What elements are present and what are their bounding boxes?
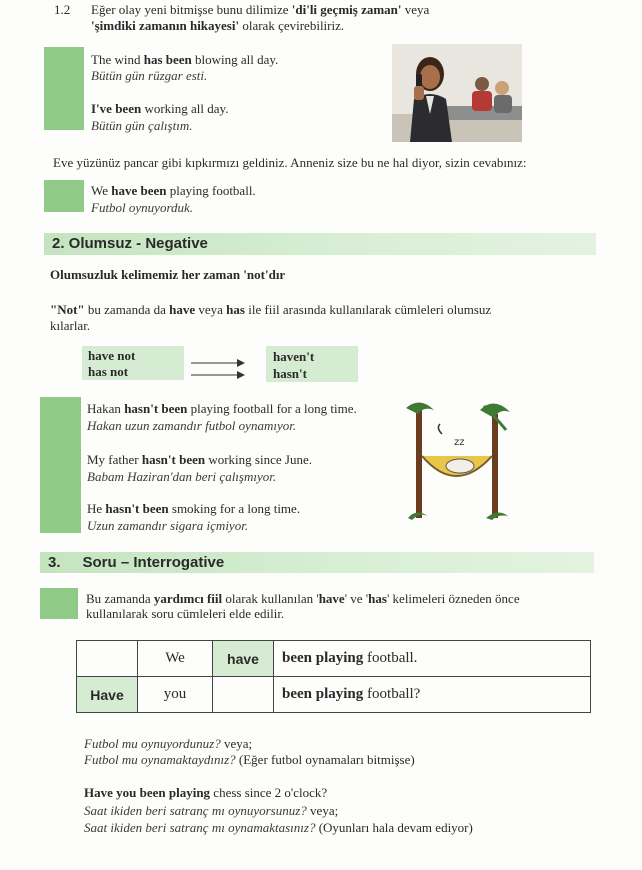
answer-line [84, 820, 473, 836]
question-line: Eve yüzünüz pancar gibi kıpkırmızı geldiniz. Anneniz size bu ne hal diyor, sizin cevabınız: [53, 155, 527, 170]
text: working since June. [205, 452, 312, 467]
table-cell [274, 677, 591, 713]
text-bold: been playing [282, 686, 364, 702]
section-title: Soru – Interrogative [82, 554, 225, 571]
table-cell: you [138, 677, 213, 713]
text: football? [367, 686, 421, 702]
answer-line [84, 752, 415, 768]
table-cell: We [138, 641, 213, 677]
intro-line-2 [91, 18, 344, 34]
text-bold: Have you been playing [84, 785, 211, 800]
text: My father [87, 452, 142, 467]
text: (Oyunları hala devam ediyor) [315, 820, 473, 835]
text: veya [195, 302, 227, 317]
example-sentence [91, 52, 278, 68]
full-form: has not [88, 364, 129, 379]
intro-line-1 [91, 2, 429, 18]
example-marker [44, 47, 84, 130]
text-bold: has [368, 591, 387, 606]
text: working all day. [141, 101, 229, 116]
short-form: haven't [273, 349, 315, 364]
negative-rule: Olumsuzluk kelimemiz her zaman 'not'dır [50, 267, 286, 282]
table-cell [213, 677, 274, 713]
answer-line [84, 803, 338, 819]
example-translation: Bütün gün rüzgar esti. [91, 68, 208, 83]
answer-line [84, 736, 252, 752]
intro-term: 'şimdiki zamanın hikayesi' [91, 18, 240, 33]
text: Bu zamanda [86, 591, 154, 606]
negative-paragraph-2: kılarlar. [50, 318, 91, 333]
text-italic: Futbol mu oynamaktaydınız? [84, 752, 236, 767]
text-bold: been playing [282, 650, 364, 666]
text: veya; [306, 803, 339, 818]
table-cell-auxiliary: have [213, 641, 274, 677]
text-bold: have been [111, 183, 167, 198]
text-bold: hasn't been [105, 501, 169, 516]
text: chess since 2 o'clock? [210, 785, 328, 800]
text: (Eğer futbol oynamaları bitmişse) [235, 752, 415, 767]
text: ' kelimeleri özneden önce [386, 591, 520, 606]
table-row [77, 677, 591, 713]
table-cell [274, 641, 591, 677]
text: He [87, 501, 106, 516]
short-form: hasn't [273, 366, 307, 381]
text: We [91, 183, 112, 198]
text: smoking for a long time. [168, 501, 301, 516]
example-translation: Bütün gün çalıştım. [91, 118, 193, 133]
text-bold: I've been [91, 101, 142, 116]
text: The wind [91, 52, 144, 67]
text-italic: Saat ikiden beri satranç mı oynamaktasınız? [84, 820, 316, 835]
example-sentence [91, 183, 256, 199]
text: bu zamanda da [84, 302, 170, 317]
example-sentence [91, 101, 228, 117]
table-cell [77, 641, 138, 677]
text: veya; [220, 736, 253, 751]
text-bold: hasn't been [124, 401, 188, 416]
arrow-icon [191, 367, 246, 385]
intro-text: Eğer olay yeni bitmişse bunu dilimize [91, 2, 292, 17]
interrogative-paragraph-2: kullanılarak soru cümleleri elde edilir. [86, 606, 285, 621]
section-number: 3. [48, 554, 61, 571]
interrogative-paragraph [86, 591, 520, 607]
text-italic: Futbol mu oynuyordunuz? [84, 736, 221, 751]
intro-term: 'di'li geçmiş zaman' [291, 2, 402, 17]
text: ' ve ' [344, 591, 369, 606]
example-sentence [87, 401, 357, 417]
text-bold: has been [143, 52, 192, 67]
example-translation: Uzun zamandır sigara içmiyor. [87, 518, 249, 533]
text-bold: "Not" [50, 302, 85, 317]
table-row [77, 641, 591, 677]
text: football. [367, 650, 418, 666]
example-translation: Futbol oynuyorduk. [91, 200, 194, 215]
text-bold: have [169, 302, 196, 317]
text: Hakan [87, 401, 125, 416]
office-photo [392, 44, 522, 142]
svg-text:zz: zz [454, 437, 465, 448]
text: olarak kullanılan ' [222, 591, 319, 606]
table-cell-auxiliary: Have [77, 677, 138, 713]
text-bold: has [226, 302, 245, 317]
example-sentence [87, 501, 300, 517]
section-heading: 2. Olumsuz - Negative [44, 233, 596, 255]
hammock-illustration [406, 400, 511, 522]
text-bold: hasn't been [141, 452, 206, 467]
full-form: have not [88, 348, 136, 363]
text: ile fiil arasında kullanılarak cümleleri olumsuz [244, 302, 492, 317]
intro-text: olarak çevirebiliriz. [239, 18, 345, 33]
negative-paragraph [50, 302, 491, 318]
text-italic: Saat ikiden beri satranç mı oynuyorsunuz? [84, 803, 307, 818]
text-bold: yardımcı fiil [153, 591, 223, 606]
example-marker [40, 397, 81, 533]
text: playing football. [166, 183, 256, 198]
example-sentence [84, 785, 327, 801]
text-bold: have [318, 591, 345, 606]
example-sentence [87, 452, 312, 468]
text: playing football for a long time. [187, 401, 357, 416]
example-marker [44, 180, 84, 212]
section-heading [40, 552, 594, 573]
example-marker [40, 588, 78, 619]
example-translation: Babam Haziran'dan beri çalışmıyor. [87, 469, 277, 484]
intro-text: veya [401, 2, 430, 17]
section-number: 1.2 [54, 2, 71, 17]
question-table [76, 640, 591, 713]
text: blowing all day. [191, 52, 279, 67]
example-translation: Hakan uzun zamandır futbol oynamıyor. [87, 418, 297, 433]
